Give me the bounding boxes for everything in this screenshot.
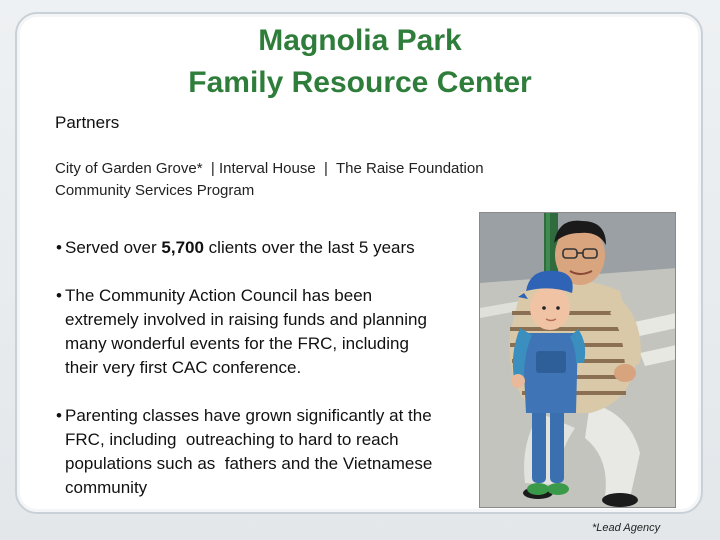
lead-agency-footnote: *Lead Agency [592,522,661,534]
bullet-line: populations such as fathers and the Vietnamese [65,454,433,473]
bullet-clients [58,236,468,260]
bullet-parenting [58,404,468,500]
bullet-line: extremely involved in raising funds and planning [65,310,427,329]
bullet-line: many wonderful events for the FRC, including [65,334,409,353]
photo-illustration [480,213,676,508]
bullet-marker: • [56,406,62,425]
title-line-1: Magnolia Park [258,24,462,57]
partners-heading: Partners [55,113,120,132]
bullet-marker: • [56,286,62,305]
bullet-list [58,236,468,524]
partners-line-2: Community Services Program [55,182,255,199]
bullet-line: community [65,478,148,497]
bullet-line: Parenting classes have grown significantly at the [65,406,432,425]
bullet-line: FRC, including outreaching to hard to reach [65,430,399,449]
bullet-marker: • [56,238,62,257]
bullet-line: their very first CAC conference. [65,358,302,377]
father-and-son-photo [479,212,676,508]
client-count: 5,700 [161,238,204,257]
bullet-line: The Community Action Council has been [65,286,373,305]
bullet-cac [58,284,468,380]
title-line-2: Family Resource Center [188,66,532,99]
bullet-text-after: clients over the last 5 years [203,238,415,257]
partners-list [55,158,575,202]
page-title [0,20,720,104]
bullet-text-before: Served over [65,238,162,257]
partners-line-1: City of Garden Grove* | Interval House | The Raise Foundation [55,160,484,177]
